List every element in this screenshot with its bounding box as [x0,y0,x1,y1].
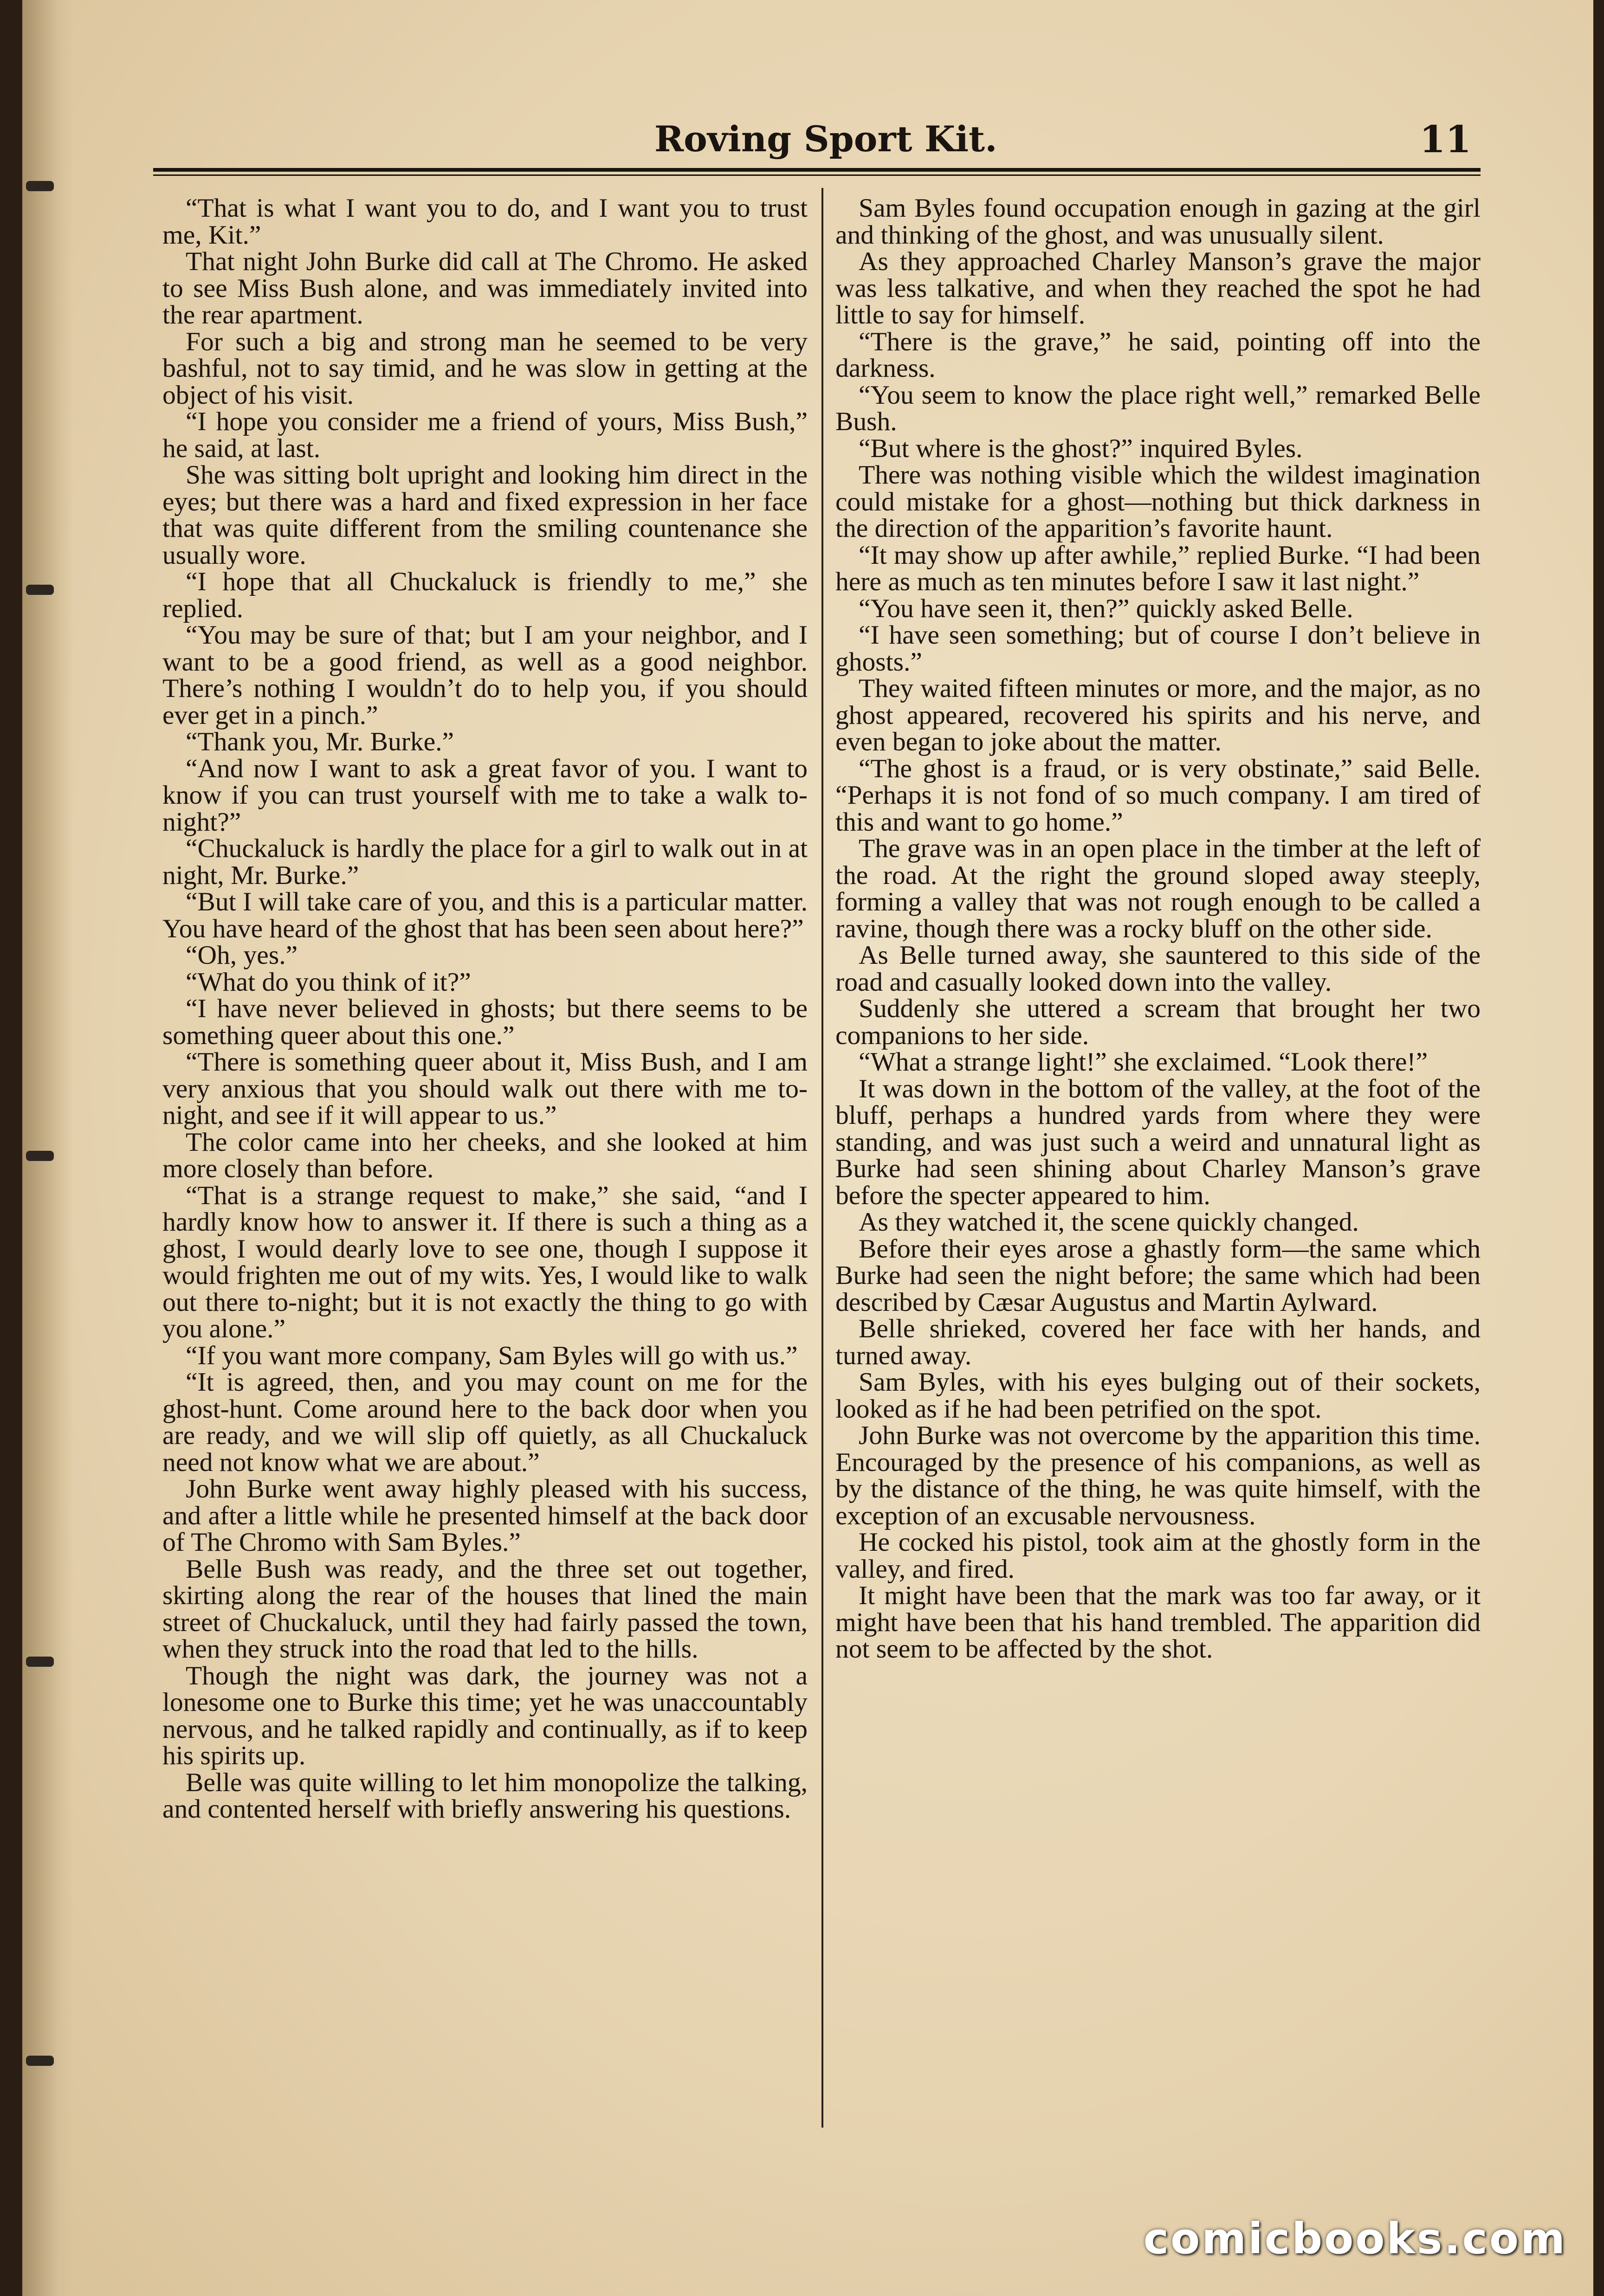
paragraph: “I have never believed in ghosts; but there seems to be something queer about this one.” [162,994,808,1050]
page-header [153,109,1481,165]
paragraph: Sam Byles found occupation enough in gazing at the girl and thinking of the ghost, and was unusually silent. [835,193,1481,250]
paragraph: “What do you think of it?” [186,967,471,997]
paragraph: “It is agreed, then, and you may count on me for the ghost-hunt. Come around here to the back door when you are ready, and we will slip off quietly, as all Chuckaluck need not know what we are about.” [162,1367,808,1477]
paragraph: “There is something queer about it, Miss Bush, and I am very anxious that you should walk out there with me to-night, and see if it will appear to us.” [162,1047,808,1130]
paragraph: “Thank you, Mr. Burke.” [186,727,454,756]
binding-edge [22,0,73,2296]
paragraph: John Burke was not overcome by the apparition this time. Encouraged by the presence of his companions, as well as by the distance of the thing, he was quite himself, with the exception of an excusable nervousness. [835,1421,1481,1530]
paragraph: It was down in the bottom of the valley, at the foot of the bluff, perhaps a hundred yards from where they were standing, and was just such a weird and unnatural light as Burke had seen shining about Charley Manson’s grave before the specter appeared to him. [835,1074,1481,1210]
paragraph: “You have seen it, then?” quickly asked Belle. [859,593,1353,623]
paragraph: John Burke went away highly pleased with his success, and after a little while he presented himself at the back door of The Chromo with Sam Byles.” [162,1474,808,1557]
paragraph: For such a big and strong man he seemed to be very bashful, not to say timid, and he was slow in getting at the object of his visit. [162,327,808,410]
paragraph: “There is the grave,” he said, pointing off into the darkness. [835,327,1481,383]
paragraph: “You seem to know the place right well,” remarked Belle Bush. [835,380,1481,436]
paragraph: It might have been that the mark was too far away, or it might have been that his hand trembled. The apparition did not seem to be affected by the shot. [835,1581,1481,1664]
staple-mark [26,181,54,191]
paragraph: “I hope that all Chuckaluck is friendly to me,” she replied. [162,567,808,623]
header-rule-thin [153,174,1481,176]
paragraph: As Belle turned away, she sauntered to this side of the road and casually looked down into the valley. [835,941,1481,997]
paragraph: “But where is the ghost?” inquired Byles. [859,433,1303,463]
paragraph: Sam Byles, with his eyes bulging out of their sockets, looked as if he had been petrified on the spot. [835,1367,1481,1424]
paragraph: Suddenly she uttered a scream that brought her two companions to her side. [835,994,1481,1050]
paragraph: Belle shrieked, covered her face with her hands, and turned away. [835,1314,1481,1370]
paragraph: “That is a strange request to make,” she said, “and I hardly know how to answer it. If there is such a thing as a ghost, I would dearly love to see one, though I suppose it would frighten me out of my wits. Yes, I would like to walk out there to-night; but it is not exactly the thing to go with you alone.” [162,1180,808,1343]
paragraph: There was nothing visible which the wildest imagination could mistake for a ghost—nothing but thick darkness in the direction of the apparition’s favorite haunt. [835,460,1481,543]
paragraph: The color came into her cheeks, and she looked at him more closely than before. [162,1127,808,1183]
left-text-column [162,195,808,1823]
paragraph: That night John Burke did call at The Chromo. He asked to see Miss Bush alone, and was immediately invited into the rear apartment. [162,247,808,329]
staple-mark [26,585,54,595]
staple-mark [26,1657,54,1667]
paragraph: As they approached Charley Manson’s grave the major was less talkative, and when they reached the spot he had little to say for himself. [835,247,1481,329]
paragraph: As they watched it, the scene quickly changed. [859,1207,1359,1237]
header-rule [153,168,1481,172]
site-watermark: comicbooks.com [1143,2214,1567,2264]
paragraph: “I hope you consider me a friend of yours, Miss Bush,” he said, at last. [162,407,808,463]
paragraph: “The ghost is a fraud, or is very obstinate,” said Belle. “Perhaps it is not fond of so much company. I am tired of this and want to go home.” [835,754,1481,837]
staple-mark [26,2056,54,2066]
paragraph: Belle was quite willing to let him monopolize the talking, and contented herself with briefly answering his questions. [162,1767,808,1824]
paragraph: She was sitting bolt upright and looking him direct in the eyes; but there was a hard and fixed expression in her face that was quite different from the smiling countenance she usually wore. [162,460,808,570]
page-number: 11 [1419,117,1471,161]
paragraph: “And now I want to ask a great favor of you. I want to know if you can trust yourself with me to take a walk to-night?” [162,754,808,837]
paragraph: “What a strange light!” she exclaimed. “Look there!” [859,1047,1428,1077]
paragraph: The grave was in an open place in the timber at the left of the road. At the right the ground sloped away steeply, forming a valley that was not rough enough to be called a ravine, though there was a rocky bluff on the other side. [835,834,1481,943]
column-divider [821,188,823,2128]
paragraph: “I have seen something; but of course I don’t believe in ghosts.” [835,620,1481,677]
paragraph: He cocked his pistol, took aim at the ghostly form in the valley, and fired. [835,1528,1481,1584]
paragraph: “But I will take care of you, and this is a particular matter. You have heard of the ghost that has been seen about here?” [162,887,808,943]
paragraph: Though the night was dark, the journey was not a lonesome one to Burke this time; yet he was unaccountably nervous, and he talked rapidly and continually, as if to keep his spirits up. [162,1661,808,1770]
paragraph: “You may be sure of that; but I am your neighbor, and I want to be a good friend, as well as a good neighbor. There’s nothing I wouldn’t do to help you, if you should ever get in a pinch.” [162,620,808,730]
paragraph: “If you want more company, Sam Byles will go with us.” [186,1341,798,1370]
paragraph: Before their eyes arose a ghastly form—the same which Burke had seen the night before; the same which had been described by Cæsar Augustus and Martin Aylward. [835,1234,1481,1317]
paragraph: “Chuckaluck is hardly the place for a girl to walk out in at night, Mr. Burke.” [162,834,808,890]
paragraph: “It may show up after awhile,” replied Burke. “I had been here as much as ten minutes before I saw it last night.” [835,540,1481,596]
paragraph: They waited fifteen minutes or more, and the major, as no ghost appeared, recovered his spirits and his nerve, and even began to joke about the matter. [835,674,1481,756]
paragraph: “That is what I want you to do, and I want you to trust me, Kit.” [162,193,808,250]
paragraph: “Oh, yes.” [186,941,298,970]
staple-mark [26,1151,54,1161]
running-title: Roving Sport Kit. [654,118,997,160]
paragraph: Belle Bush was ready, and the three set out together, skirting along the rear of the houses that lined the main street of Chuckaluck, until they had fairly passed the town, when they struck into the road that led to the hills. [162,1554,808,1664]
right-text-column [835,195,1481,1663]
